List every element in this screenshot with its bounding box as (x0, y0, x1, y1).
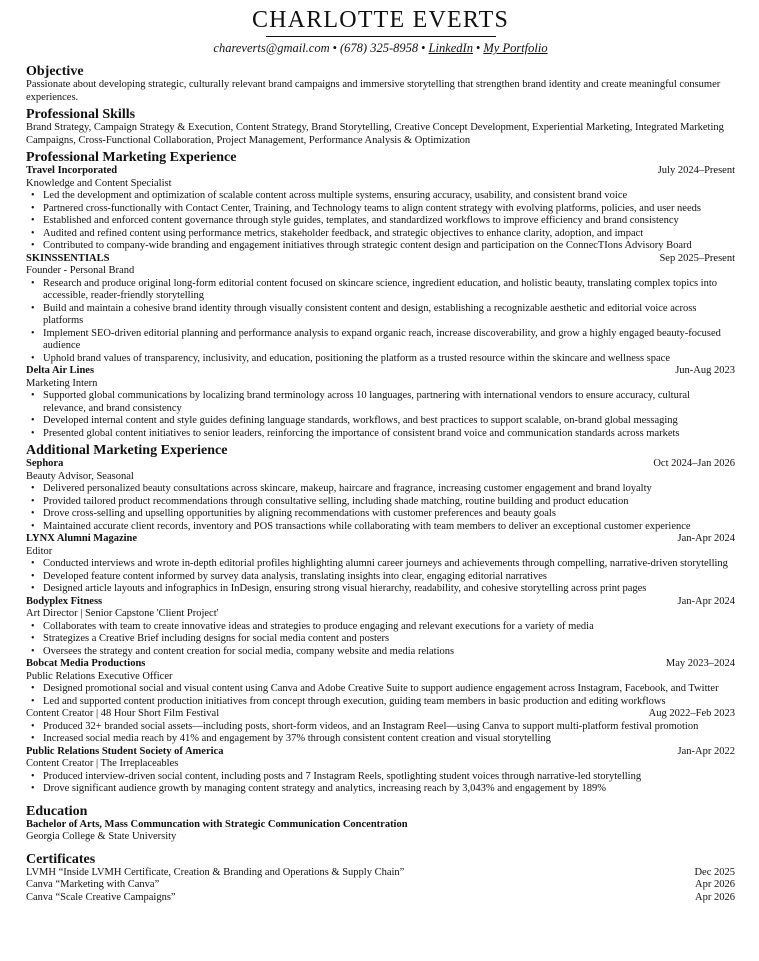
entry-bullets (26, 190, 735, 253)
portfolio-link[interactable]: My Portfolio (483, 41, 548, 55)
entry-header (26, 746, 735, 759)
skills-text: Brand Strategy, Campaign Strategy & Execution, Content Strategy, Brand Storytelling, Creative Concept Development, Experiential Marketing, Integrated Marketing Campaigns, Cross-Functional Collaboration, Project Management, Performance Analysis & Optimization (26, 122, 724, 146)
name-underline (266, 36, 496, 37)
certificate-name: LVMH “Inside LVMH Certificate, Creation & Branding and Operations & Supply Chain” (26, 866, 405, 878)
bullet-item: • Designed promotional social and visual content using Canva and Adobe Creative Suite to support audience engagement across Instagram, Facebook, and Twitter (43, 683, 735, 696)
bullet-item: • Delivered personalized beauty consultations across skincare, makeup, haircare and fragrance, increasing customer engagement and brand loyalty (43, 483, 735, 496)
entry-bullets (26, 483, 735, 533)
resume-header (26, 0, 735, 56)
certificate-name: Canva “Marketing with Canva” (26, 879, 160, 890)
bullet-item: • Conducted interviews and wrote in-depth editorial profiles highlighting alumni career journeys and achievements through compelling, narrative-driven storytelling (43, 558, 735, 571)
entry-organization: LYNX Alumni Magazine (26, 533, 138, 544)
certificate-date: Apr 2026 (695, 891, 735, 903)
certificate-item (26, 892, 735, 905)
experience-entry-delta (26, 365, 735, 440)
entry-role: Public Relations Executive Officer (26, 670, 173, 682)
entry-header (26, 458, 735, 471)
bullet-item: • Strategizes a Creative Brief including designs for social media content and posters (43, 633, 735, 646)
bullet-item: • Contributed to company-wide branding and engagement initiatives through strategic content design and participation on the ConnecTIons Advisory Board (43, 240, 735, 253)
certificate-item (26, 879, 735, 892)
additional-experience-heading: Additional Marketing Experience (26, 443, 228, 458)
email-link[interactable]: chareverts@gmail.com (213, 41, 330, 55)
bullet-item: • Drove significant audience growth by managing content strategy and analytics, increasing reach by 3,043% and engagement by 189% (43, 783, 735, 796)
contact-separator: • (332, 41, 338, 55)
entry-bullets (26, 621, 735, 659)
experience-entry-skinssentials (26, 253, 735, 366)
entry-date: July 2024–Present (657, 165, 735, 176)
certificate-date: Apr 2026 (695, 879, 735, 890)
entry-organization: Sephora (26, 458, 64, 469)
objective-heading: Objective (26, 64, 84, 79)
entry-organization: Bobcat Media Productions (26, 658, 146, 669)
certificates-heading: Certificates (26, 851, 96, 867)
objective-text: Passionate about developing strategic, culturally relevant brand campaigns and immersive storytelling that strengthen brand identity and create meaningful consumer experiences. (26, 79, 721, 103)
entry-date: Jan-Apr 2024 (677, 533, 735, 544)
entry-sub-role: Content Creator | 48 Hour Short Film Festival (26, 708, 220, 719)
entry-role: Founder - Personal Brand (26, 265, 135, 276)
bullet-item: • Build and maintain a cohesive brand identity through visually consistent content and design, establishing a recognizable aesthetic and editorial voice across platforms (43, 303, 735, 328)
contact-line (26, 40, 735, 56)
education-school: Georgia College & State University (26, 831, 177, 842)
experience-entry-sephora (26, 458, 735, 533)
education-heading: Education (26, 803, 88, 819)
bullet-item: • Produced 32+ branded social assets—including posts, short-form videos, and an Instagram Reel—using Canva to support multi-platform festival promotion (43, 721, 735, 734)
certificate-item (26, 867, 735, 880)
experience-entry-bodyplex (26, 596, 735, 659)
certificate-name: Canva “Scale Creative Campaigns” (26, 891, 176, 903)
linkedin-link[interactable]: LinkedIn (428, 41, 473, 55)
phone-number: (678) 325-8958 (340, 41, 419, 55)
entry-date: Sep 2025–Present (659, 252, 735, 264)
entry-role: Content Creator | The Irreplaceables (26, 758, 179, 769)
bullet-item: • Developed feature content informed by survey data analysis, translating insights into clear, engaging editorial narratives (43, 571, 735, 584)
entry-role: Art Director | Senior Capstone 'Client Project' (26, 608, 219, 619)
entry-sub-role-line (26, 708, 735, 721)
bullet-item: • Maintained accurate client records, inventory and POS transactions while collaborating with team members to deliver an exceptional customer experience (43, 521, 735, 534)
bullet-item: • Partnered cross-functionally with Contact Center, Training, and Technology teams to align content strategy with evolving platforms, policies, and user needs (43, 203, 735, 216)
entry-bullets (26, 558, 735, 596)
entry-header (26, 533, 735, 546)
entry-header (26, 365, 735, 378)
bullet-item: • Increased social media reach by 41% and engagement by 37% through consistent content creation and visual storytelling (43, 733, 735, 746)
entry-bullets (26, 683, 735, 708)
experience-entry-bobcat (26, 658, 735, 746)
entry-organization: Public Relations Student Society of America (26, 745, 224, 757)
entry-organization: Travel Incorporated (26, 165, 118, 176)
entry-sub-bullets (26, 721, 735, 746)
certificates-list (26, 867, 735, 905)
entry-header (26, 658, 735, 671)
entry-organization: SKINSSENTIALS (26, 252, 110, 264)
entry-date: May 2023–2024 (665, 658, 735, 669)
bullet-item: • Implement SEO-driven editorial planning and performance analysis to expand organic reach, increase discoverability, and grow a highly engaged beauty-focused audience (43, 328, 735, 353)
bullet-item: • Led the development and optimization of scalable content across multiple systems, ensuring accuracy, usability, and consistent brand voice (43, 190, 735, 203)
bullet-item: • Established and enforced content governance through style guides, templates, and standardized workflows to improve efficiency and brand consistency (43, 215, 735, 228)
education-degree: Bachelor of Arts, Mass Communcation with Strategic Communication Concentration (26, 818, 408, 830)
bullet-item: • Developed internal content and style guides defining language standards, workflows, and best practices to support scalable, on-brand global messaging (43, 415, 735, 428)
entry-date: Jun-Aug 2023 (675, 365, 735, 376)
bullet-item: • Presented global content initiatives to senior leaders, reinforcing the importance of consistent brand voice and communication standards across markets (43, 428, 735, 441)
certificate-date: Dec 2025 (694, 866, 735, 878)
entry-header (26, 165, 735, 178)
skills-heading: Professional Skills (26, 107, 136, 122)
bullet-item: • Supported global communications by localizing brand terminology across 10 languages, partnering with international vendors to ensure accuracy, cultural relevance, and brand consistency (43, 390, 735, 415)
entry-role: Knowledge and Content Specialist (26, 177, 172, 189)
professional-experience-heading: Professional Marketing Experience (26, 150, 237, 165)
contact-separator: • (475, 41, 481, 55)
entry-date: Oct 2024–Jan 2026 (653, 458, 735, 469)
bullet-item: • Designed article layouts and infographics in InDesign, ensuring strong visual hierarchy, readability, and cohesive storytelling across print pages (43, 583, 735, 596)
bullet-item: • Produced interview-driven social content, including posts and 7 Instagram Reels, spotlighting student voices through narrative-led storytelling (43, 771, 735, 784)
bullet-item: • Drove cross-selling and upselling opportunities by aligning recommendations with customer preferences and beauty goals (43, 508, 735, 521)
candidate-name: CHARLOTTE EVERTS (251, 7, 510, 33)
entry-organization: Delta Air Lines (26, 365, 95, 376)
entry-role: Editor (26, 545, 53, 557)
entry-header (26, 596, 735, 609)
entry-date: Jan-Apr 2024 (677, 595, 735, 607)
bullet-item: • Research and produce original long-form editorial content focused on skincare science, ingredient education, and holistic beauty, translating complex topics into accessible, reader-friendly storytelling (43, 278, 735, 303)
entry-organization: Bodyplex Fitness (26, 595, 103, 607)
experience-entry-travel-incorporated (26, 165, 735, 253)
bullet-item: • Collaborates with team to create innovative ideas and strategies to produce engaging and relevant executions for a variety of media (43, 621, 735, 634)
bullet-item: • Audited and refined content using performance metrics, stakeholder feedback, and strategic objectives to enhance clarity, adoption, and impact (43, 228, 735, 241)
entry-sub-date: Aug 2022–Feb 2023 (648, 708, 735, 719)
bullet-item: • Provided tailored product recommendations through consultative selling, including shade matching, routine building and product education (43, 496, 735, 509)
bullet-item: • Oversees the strategy and content creation for social media, company website and media relations (43, 646, 735, 659)
entry-header (26, 253, 735, 266)
entry-bullets (26, 390, 735, 440)
bullet-item: • Led and supported content production initiatives from concept through execution, guiding team members in basic production and editing workflows (43, 696, 735, 709)
entry-role: Beauty Advisor, Seasonal (26, 470, 134, 482)
contact-separator: • (421, 41, 426, 55)
entry-role: Marketing Intern (26, 377, 98, 389)
entry-date: Jan-Apr 2022 (677, 745, 735, 757)
bullet-item: • Uphold brand values of transparency, inclusivity, and education, positioning the platform as a trusted resource within the skincare and wellness space (43, 353, 735, 366)
experience-entry-prssa (26, 746, 735, 796)
entry-bullets (26, 278, 735, 366)
experience-entry-lynx (26, 533, 735, 596)
entry-bullets (26, 771, 735, 796)
